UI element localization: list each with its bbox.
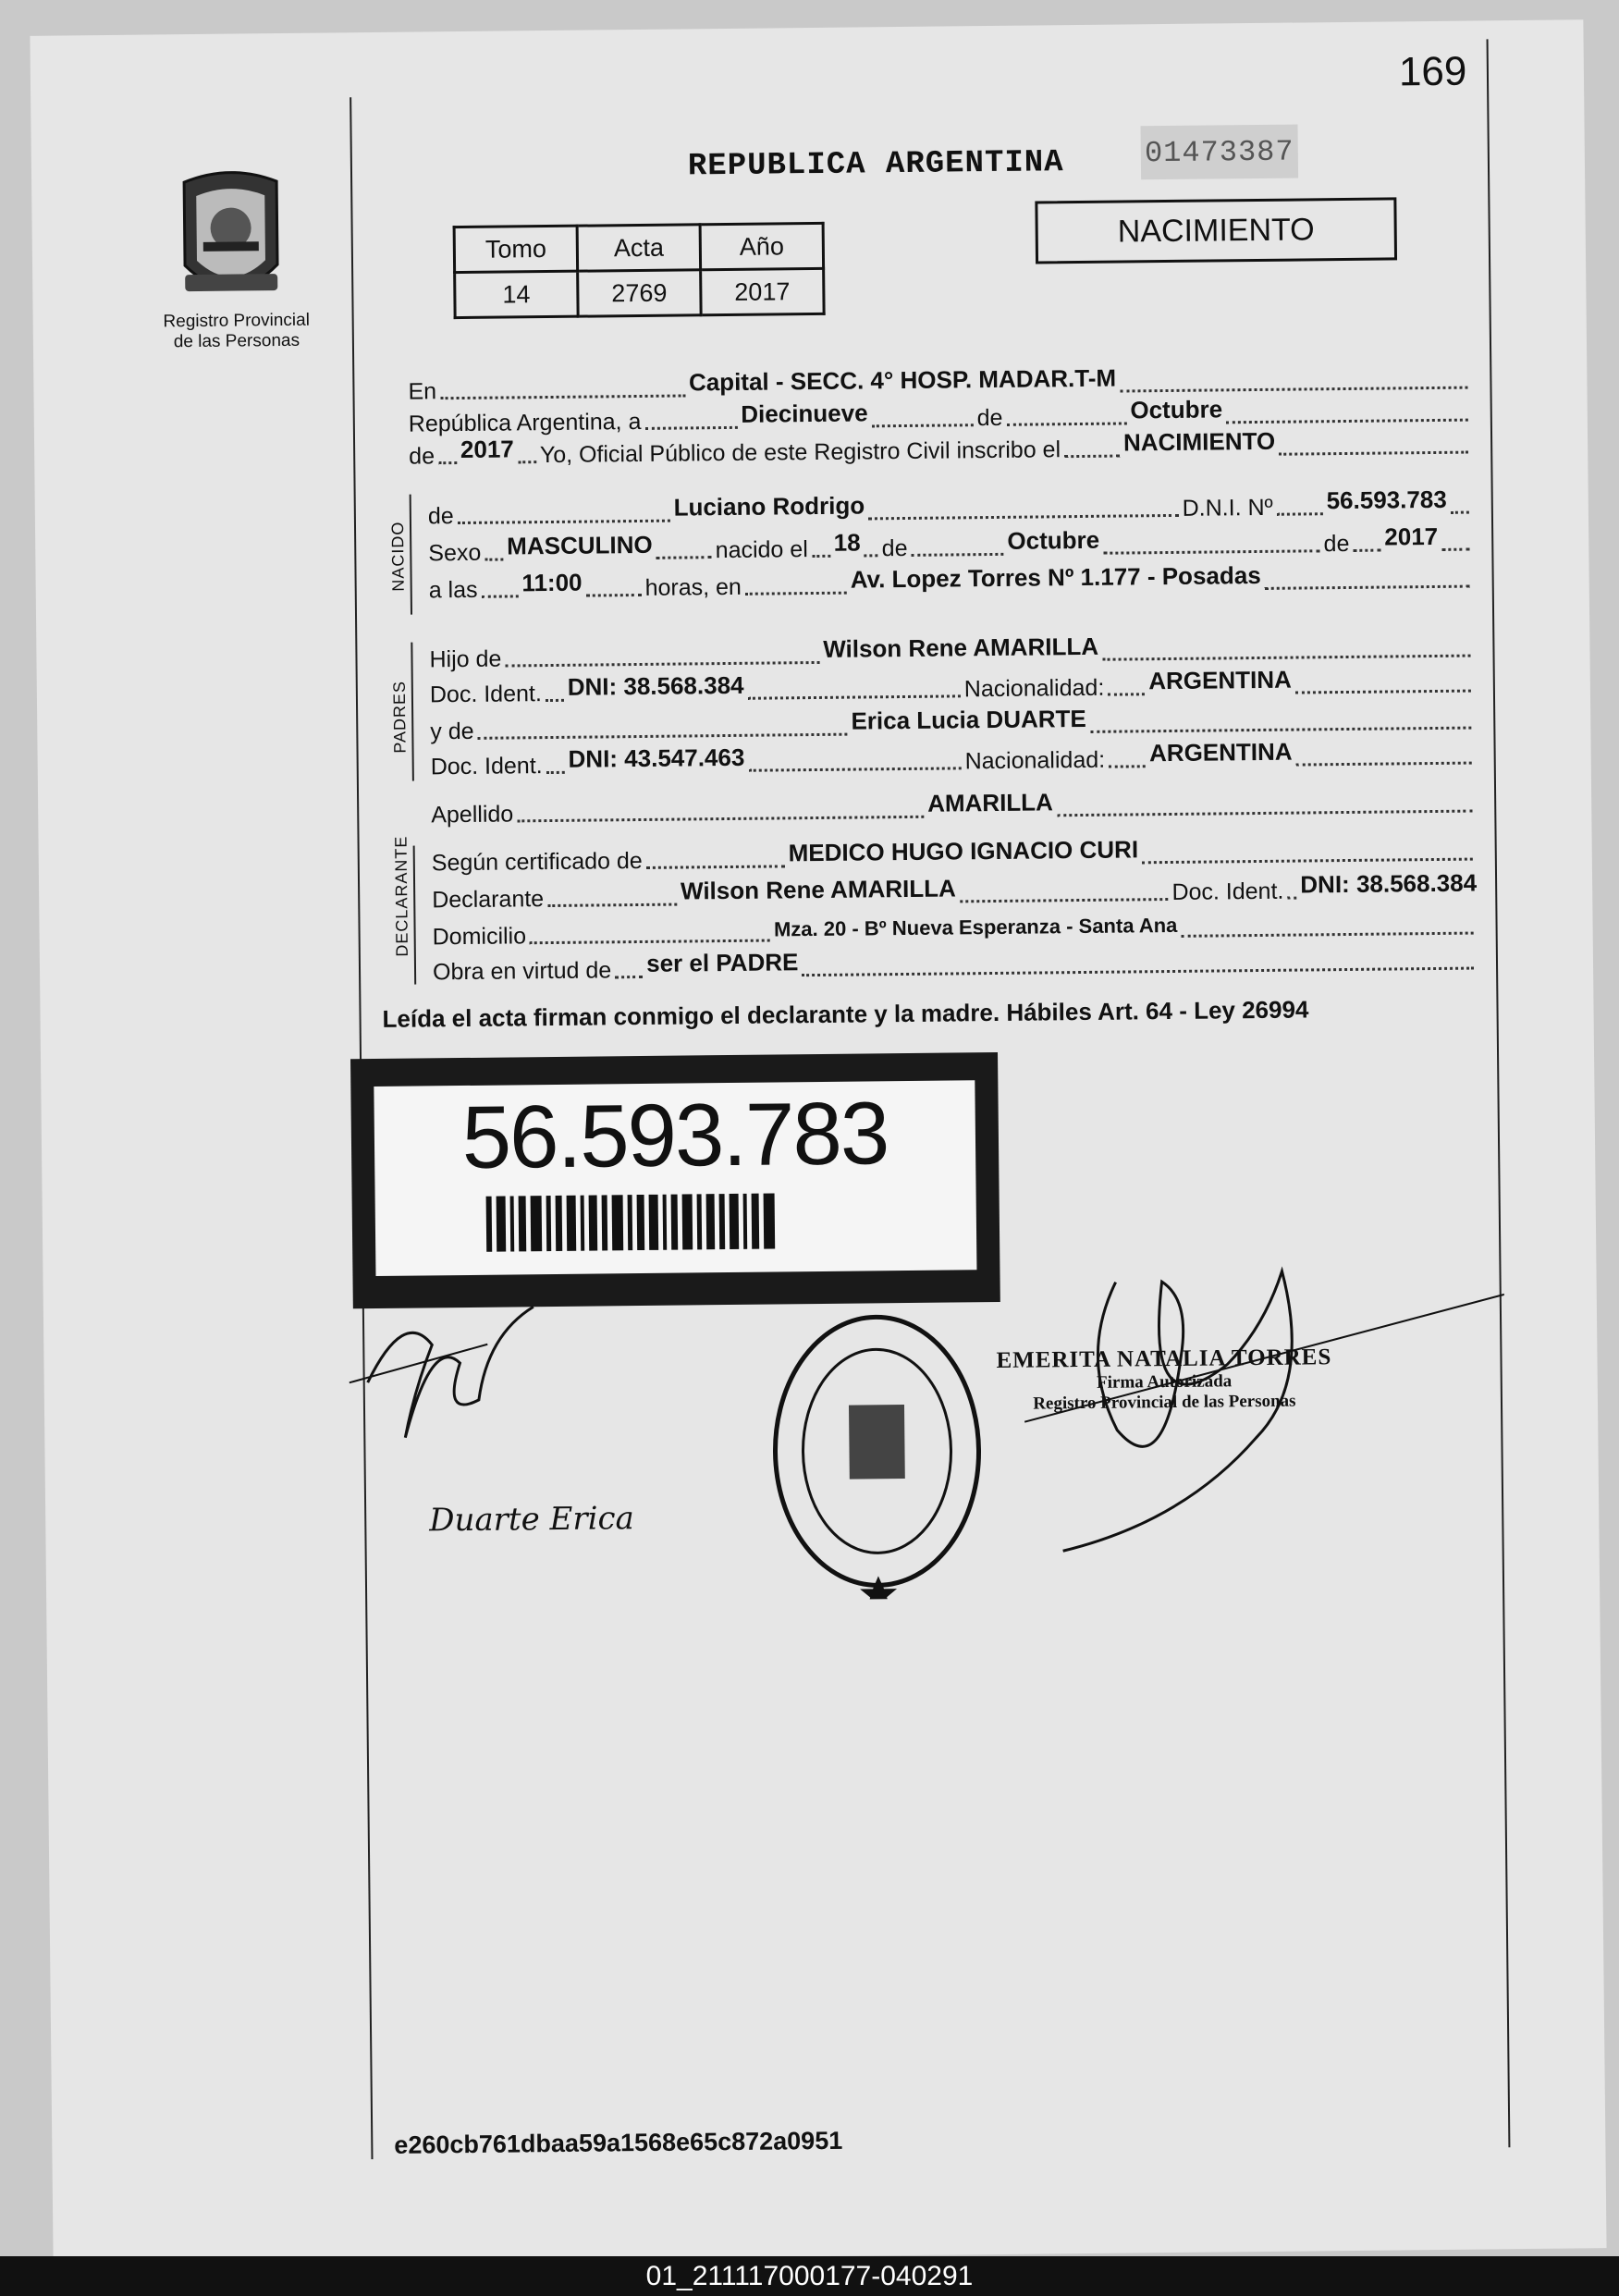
row-mother-doc [431,739,1476,781]
value-apellido: AMARILLA [926,788,1054,817]
label-horas-en: horas, en [644,573,742,601]
value-mother-name: Erica Lucia DUARTE [851,704,1086,735]
value-birth-time: 11:00 [521,568,583,597]
registry-caption [144,310,329,352]
official-stamp [996,1344,1332,1415]
value-cert: MEDICO HUGO IGNACIO CURI [788,835,1139,867]
value-birth-day: 18 [833,528,861,557]
page-number: 169 [1398,48,1467,95]
label-domicilio: Domicilio [432,923,527,951]
table-value-acta: 2769 [578,270,702,316]
dni-sticker-number: 56.593.783 [461,1084,889,1188]
right-margin-line [1487,39,1511,2147]
registry-caption-line2: de las Personas [173,330,300,352]
label-official-text: Yo, Oficial Público de este Registro Civil inscribo el [539,436,1061,469]
value-day: Diecinueve [741,399,868,428]
reading-note: Leída el acta firman conmigo el declarante y la madre. Hábiles Art. 64 - Ley 26994 [382,995,1309,1033]
row-nombre [427,485,1473,531]
label-nac-father: Nacionalidad: [963,674,1105,703]
document-hash: e260cb761dbaa59a1568e65c872a0951 [394,2126,843,2159]
section-declarante: DECLARANTE [391,835,411,957]
value-declarante: Wilson Rene AMARILLA [680,874,956,905]
row-declarante [432,868,1478,915]
value-father-name: Wilson Rene AMARILLA [823,632,1099,663]
label-de-birth-year: de [1323,530,1350,558]
table-header-tomo: Tomo [454,226,578,272]
label-dni: D.N.I. Nº [1182,494,1273,522]
file-identifier-bar: 01_211117000177-040291 [0,2256,1619,2296]
signatures-area [348,1241,1507,1604]
label-nac-mother: Nacionalidad: [964,746,1106,775]
value-birth-month: Octubre [1007,525,1100,555]
official-seal-icon [774,1316,980,1604]
value-month: Octubre [1130,395,1223,424]
label-nacido: nacido el [715,536,808,564]
label-doc-mother: Doc. Ident. [430,753,543,780]
value-dni: 56.593.783 [1326,485,1447,515]
country-title: REPUBLICA ARGENTINA [687,145,1064,185]
table-header-acta: Acta [577,225,701,271]
value-domicilio: Mza. 20 - Bº Nueva Esperanza - Santa Ana [773,913,1178,941]
label-doc-father: Doc. Ident. [429,681,542,708]
label-apellido: Apellido [431,801,514,829]
row-apellido [431,787,1476,829]
value-birth-year: 2017 [1384,522,1439,551]
label-cert: Según certificado de [431,847,643,877]
label-hijo-de: Hijo de [429,645,502,673]
label-obra: Obra en virtud de [432,957,612,986]
table-header-anio: Año [700,223,824,269]
section-nacido: NACIDO [387,521,408,592]
label-a-las: a las [428,576,478,604]
row-obra [433,944,1478,987]
section-padres: PADRES [389,680,410,754]
barcode-icon [486,1192,876,1251]
table-value-anio: 2017 [701,268,825,314]
value-father-doc: DNI: 38.568.384 [567,670,744,701]
label-sexo: Sexo [428,539,482,567]
value-declarante-doc: DNI: 38.568.384 [1300,868,1478,899]
label-en: En [408,378,437,405]
label-declarante: Declarante [432,886,545,914]
mother-signature-text: Duarte Erica [429,1500,634,1540]
row-sexo [428,522,1473,568]
value-father-nat: ARGENTINA [1148,665,1292,695]
label-de-year: de [409,443,435,470]
label-de-birth-month: de [881,534,908,562]
value-mother-nat: ARGENTINA [1148,737,1293,767]
value-en: Capital - SECC. 4° HOSP. MADAR.T-M [688,363,1117,397]
declarante-signature-icon [367,1307,534,1438]
value-sexo: MASCULINO [507,530,653,560]
value-birth-place: Av. Lopez Torres Nº 1.177 - Posadas [850,560,1261,594]
label-de-name: de [427,503,454,530]
official-role: Firma Autorizada [1096,1371,1233,1393]
row-hora-lugar [429,562,1474,605]
value-name: Luciano Rodrigo [673,491,865,522]
registry-caption-line1: Registro Provincial [163,310,310,332]
value-inscribe: NACIMIENTO [1122,426,1276,457]
serial-number: 01473387 [1141,125,1299,180]
record-type-box: NACIMIENTO [1035,197,1397,264]
label-doc-declarante: Doc. Ident. [1171,878,1284,905]
table-value-tomo: 14 [455,271,579,317]
official-org: Registro Provincial de las Personas [1033,1391,1296,1414]
official-name: EMERITA NATALIA TORRES [996,1344,1332,1373]
label-de-month: de [976,404,1003,432]
row-father-doc [430,667,1475,709]
label-y-de: y de [430,718,474,745]
value-mother-doc: DNI: 43.547.463 [568,743,745,773]
value-obra: ser el PADRE [645,948,799,977]
label-republica: República Argentina, a [408,408,642,437]
tomo-acta-table [453,222,826,319]
value-year: 2017 [460,435,514,464]
province-shield-logo [170,163,292,312]
certificate-page [30,19,1606,2264]
